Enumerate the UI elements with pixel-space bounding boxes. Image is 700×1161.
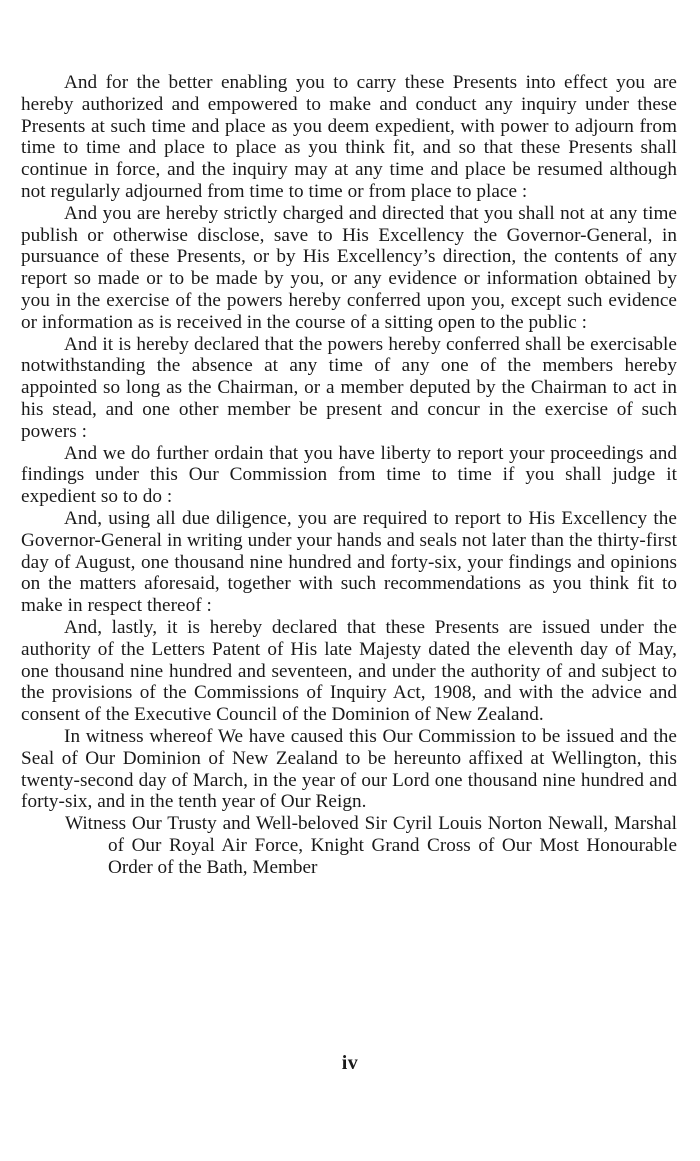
document-body: [21, 72, 677, 878]
paragraph-inquiry-powers: And for the better enabling you to carry these Presents into effect you are hereby authorized and empowered to make and conduct any inquiry under these Presents at such time and place as you deem expedient, with power to adjourn from time to time and place to place as you think fit, and so that these Presents shall continue in force, and the inquiry may at any time and place be resumed although not regularly adjourned from time to time or from place to place :: [21, 72, 677, 202]
paragraph-confidentiality: And you are hereby strictly charged and directed that you shall not at any time publish or otherwise disclose, save to His Excellency the Governor-General, in pursuance of these Presents, or by His Excellency’s direction, the contents of any report so made or to be made by you, or any evidence or information obtained by you in the exercise of the powers hereby conferred upon you, except such evidence or information as is received in the course of a sitting open to the public :: [21, 202, 677, 333]
page-number: iv: [341, 1052, 359, 1074]
paragraph-quorum: And it is hereby declared that the powers hereby conferred shall be exercisable notwithstanding the absence at any time of any one of the members hereby appointed so long as the Chairman, or a member deputed by the Chairman to act in his stead, and one other member be present and concur in the exercise of such powers :: [21, 333, 677, 442]
paragraph-report-deadline: And, using all due diligence, you are required to report to His Excellency the Governor-General in writing under your hands and seals not later than the thirty-first day of August, one thousand nine hundred and forty-six, your findings and opinions on the matters aforesaid, together with such recommendations as you think fit to make in respect thereof :: [21, 507, 677, 617]
paragraph-interim-reports: And we do further ordain that you have liberty to report your proceedings and findings under this Our Commission from time to time if you shall judge it expedient so to do :: [21, 442, 677, 508]
witness-clause: Witness Our Trusty and Well-beloved Sir Cyril Louis Norton Newall, Marshal of Our Royal Air Force, Knight Grand Cross of Our Most Honourable Order of the Bath, Member: [65, 813, 677, 878]
paragraph-in-witness: In witness whereof We have caused this Our Commission to be issued and the Seal of Our Dominion of New Zealand to be hereunto affixed at Wellington, this twenty-second day of March, in the year of our Lord one thousand nine hundred and forty-six, and in the tenth year of Our Reign.: [21, 725, 677, 813]
paragraph-authority: And, lastly, it is hereby declared that these Presents are issued under the authority of the Letters Patent of His late Majesty dated the eleventh day of May, one thousand nine hundred and seventeen, and under the authority of and subject to the provisions of the Commissions of Inquiry Act, 1908, and with the advice and consent of the Executive Council of the Dominion of New Zealand.: [21, 616, 677, 726]
